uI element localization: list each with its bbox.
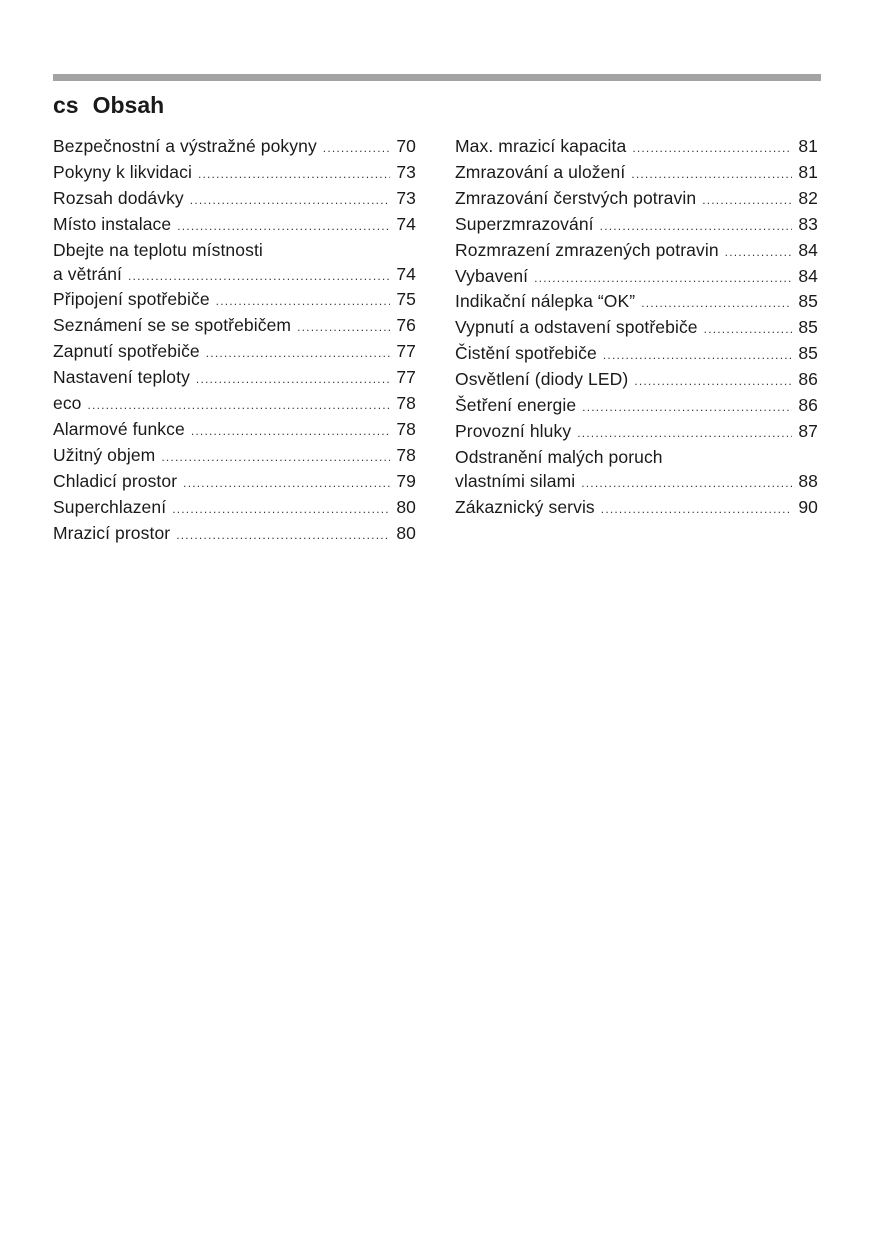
toc-entry[interactable] — [455, 316, 818, 342]
dot-leader — [191, 420, 390, 444]
toc-entry[interactable] — [455, 496, 818, 522]
title-text: Obsah — [92, 92, 165, 118]
toc-entry[interactable] — [455, 187, 818, 213]
dot-leader — [183, 472, 390, 496]
toc-entry-page-number: 77 — [396, 341, 416, 362]
toc-entry[interactable] — [53, 288, 416, 314]
toc-entry-title: Pokyny k likvidaci — [53, 161, 192, 182]
toc-entry-page-number: 78 — [396, 393, 416, 414]
toc-entry-page-number: 88 — [798, 470, 818, 491]
toc-entry-page-number: 81 — [798, 136, 818, 156]
dot-leader — [128, 265, 390, 289]
dot-leader — [196, 368, 390, 392]
toc-entry-title: Místo instalace — [53, 213, 172, 234]
toc-entry-title: Mrazicí prostor — [53, 522, 171, 543]
toc-entry-page-number: 84 — [798, 265, 818, 286]
toc-entry[interactable] — [53, 263, 416, 289]
toc-entry-title: Superzmrazování — [455, 213, 594, 234]
toc-entry[interactable] — [53, 470, 416, 496]
dot-leader — [297, 316, 390, 340]
toc-entry-title: eco — [53, 393, 82, 414]
toc-entry-page-number: 80 — [396, 496, 416, 517]
toc-entry-page-number: 90 — [798, 496, 818, 517]
language-code: cs — [53, 92, 79, 118]
toc-entry-page-number: 86 — [798, 369, 818, 390]
toc-entry-title: Rozsah dodávky — [53, 187, 184, 208]
toc-entry-title: Vybavení — [455, 265, 529, 286]
toc-entry-title: Max. mrazicí kapacita — [455, 136, 627, 156]
toc-entry-page-number: 85 — [798, 343, 818, 364]
toc-entry-page-number: 74 — [396, 263, 416, 284]
toc-entry-page-number: 86 — [798, 395, 818, 416]
toc-entry-page-number: 85 — [798, 291, 818, 312]
toc-entry-title-line1: Odstranění malých poruch — [455, 446, 663, 467]
toc-entry-page-number: 87 — [798, 420, 818, 441]
toc-entry-title: Čistění spotřebiče — [455, 343, 597, 364]
toc-entry[interactable] — [455, 161, 818, 187]
toc-entry-title: Seznámení se se spotřebičem — [53, 315, 292, 336]
toc-entry-title: Zmrazování čerstvých potravin — [455, 187, 697, 208]
toc-entry-page-number: 73 — [396, 161, 416, 182]
toc-entry-title: Zákaznický servis — [455, 496, 595, 517]
toc-entry-title: Alarmové funkce — [53, 418, 185, 439]
toc-entry-page-number: 70 — [396, 136, 416, 156]
toc-entry[interactable] — [455, 265, 818, 291]
toc-entry-title: Chladicí prostor — [53, 470, 178, 491]
toc-entry[interactable] — [455, 135, 818, 161]
dot-leader — [634, 370, 792, 394]
toc-entry-title: Zapnutí spotřebiče — [53, 341, 200, 362]
toc-entry-page-number: 80 — [396, 522, 416, 543]
toc-entry[interactable] — [53, 213, 416, 239]
toc-entry[interactable] — [53, 444, 416, 470]
toc-entry-page-number: 83 — [798, 213, 818, 234]
toc-entry-title: Indikační nálepka “OK” — [455, 291, 636, 312]
toc-entry-title: Nastavení teploty — [53, 367, 190, 388]
dot-leader — [176, 524, 390, 548]
toc-right-column — [455, 135, 818, 522]
toc-entry-page-number: 84 — [798, 239, 818, 260]
toc-entry[interactable] — [53, 496, 416, 522]
toc-entry[interactable] — [455, 470, 818, 496]
dot-leader — [198, 163, 390, 187]
dot-leader — [323, 137, 390, 161]
toc-entry-page-number: 73 — [396, 187, 416, 208]
toc-entry[interactable] — [53, 161, 416, 187]
toc-entry[interactable] — [455, 290, 818, 316]
dot-leader — [702, 189, 792, 213]
toc-entry-page-number: 82 — [798, 187, 818, 208]
dot-leader — [641, 292, 792, 316]
dot-leader — [704, 318, 792, 342]
toc-entry[interactable] — [53, 418, 416, 444]
toc-entry-title: Šetření energie — [455, 395, 577, 416]
dot-leader — [577, 422, 792, 446]
page-title — [53, 90, 164, 120]
toc-entry[interactable] — [53, 392, 416, 418]
toc-entry[interactable] — [53, 366, 416, 392]
dot-leader — [632, 137, 792, 161]
toc-entry-page-number: 75 — [396, 289, 416, 310]
toc-entry[interactable] — [53, 340, 416, 366]
toc-entry-title: Osvětlení (diody LED) — [455, 369, 629, 390]
dot-leader — [206, 342, 390, 366]
dot-leader — [216, 290, 390, 314]
toc-entry-title: a větrání — [53, 263, 122, 284]
dot-leader — [603, 344, 792, 368]
toc-entry-title: Vypnutí a odstavení spotřebiče — [455, 317, 698, 338]
toc-entry[interactable] — [53, 187, 416, 213]
toc-entry[interactable] — [53, 135, 416, 161]
toc-entry-page-number: 79 — [396, 470, 416, 491]
toc-left-column — [53, 135, 416, 548]
toc-entry-page-number: 74 — [396, 213, 416, 234]
toc-entry-title: Zmrazování a uložení — [455, 161, 626, 182]
toc-entry[interactable] — [455, 239, 818, 265]
dot-leader — [190, 189, 390, 213]
dot-leader — [582, 396, 792, 420]
dot-leader — [581, 472, 792, 496]
top-divider — [53, 74, 821, 81]
dot-leader — [534, 267, 792, 291]
toc-entry-title: Užitný objem — [53, 444, 156, 465]
toc-entry-title: Provozní hluky — [455, 420, 572, 441]
toc-entry-title: Superchlazení — [53, 496, 167, 517]
dot-leader — [725, 241, 792, 265]
dot-leader — [172, 498, 390, 522]
dot-leader — [631, 163, 792, 187]
toc-entry[interactable] — [455, 394, 818, 420]
toc-entry[interactable] — [455, 342, 818, 368]
dot-leader — [88, 394, 390, 418]
toc-entry-page-number: 78 — [396, 418, 416, 439]
toc-entry-page-number: 81 — [798, 161, 818, 182]
toc-entry-page-number: 76 — [396, 315, 416, 336]
toc-entry-title: Rozmrazení zmrazených potravin — [455, 239, 719, 260]
dot-leader — [600, 215, 792, 239]
dot-leader — [161, 446, 390, 470]
toc-entry[interactable] — [455, 420, 818, 446]
dot-leader — [177, 215, 390, 239]
toc-entry-title: Připojení spotřebiče — [53, 289, 210, 310]
toc-entry-title: vlastními silami — [455, 470, 576, 491]
toc-entry[interactable] — [53, 522, 416, 548]
toc-entry-page-number: 77 — [396, 367, 416, 388]
toc-entry-title-line1: Dbejte na teplotu místnosti — [53, 239, 263, 260]
toc-entry[interactable] — [53, 314, 416, 340]
toc-entry-title: Bezpečnostní a výstražné pokyny — [53, 136, 317, 156]
toc-entry-page-number: 85 — [798, 317, 818, 338]
toc-entry[interactable] — [455, 368, 818, 394]
toc-entry[interactable] — [455, 213, 818, 239]
toc-entry-page-number: 78 — [396, 444, 416, 465]
dot-leader — [601, 498, 792, 522]
